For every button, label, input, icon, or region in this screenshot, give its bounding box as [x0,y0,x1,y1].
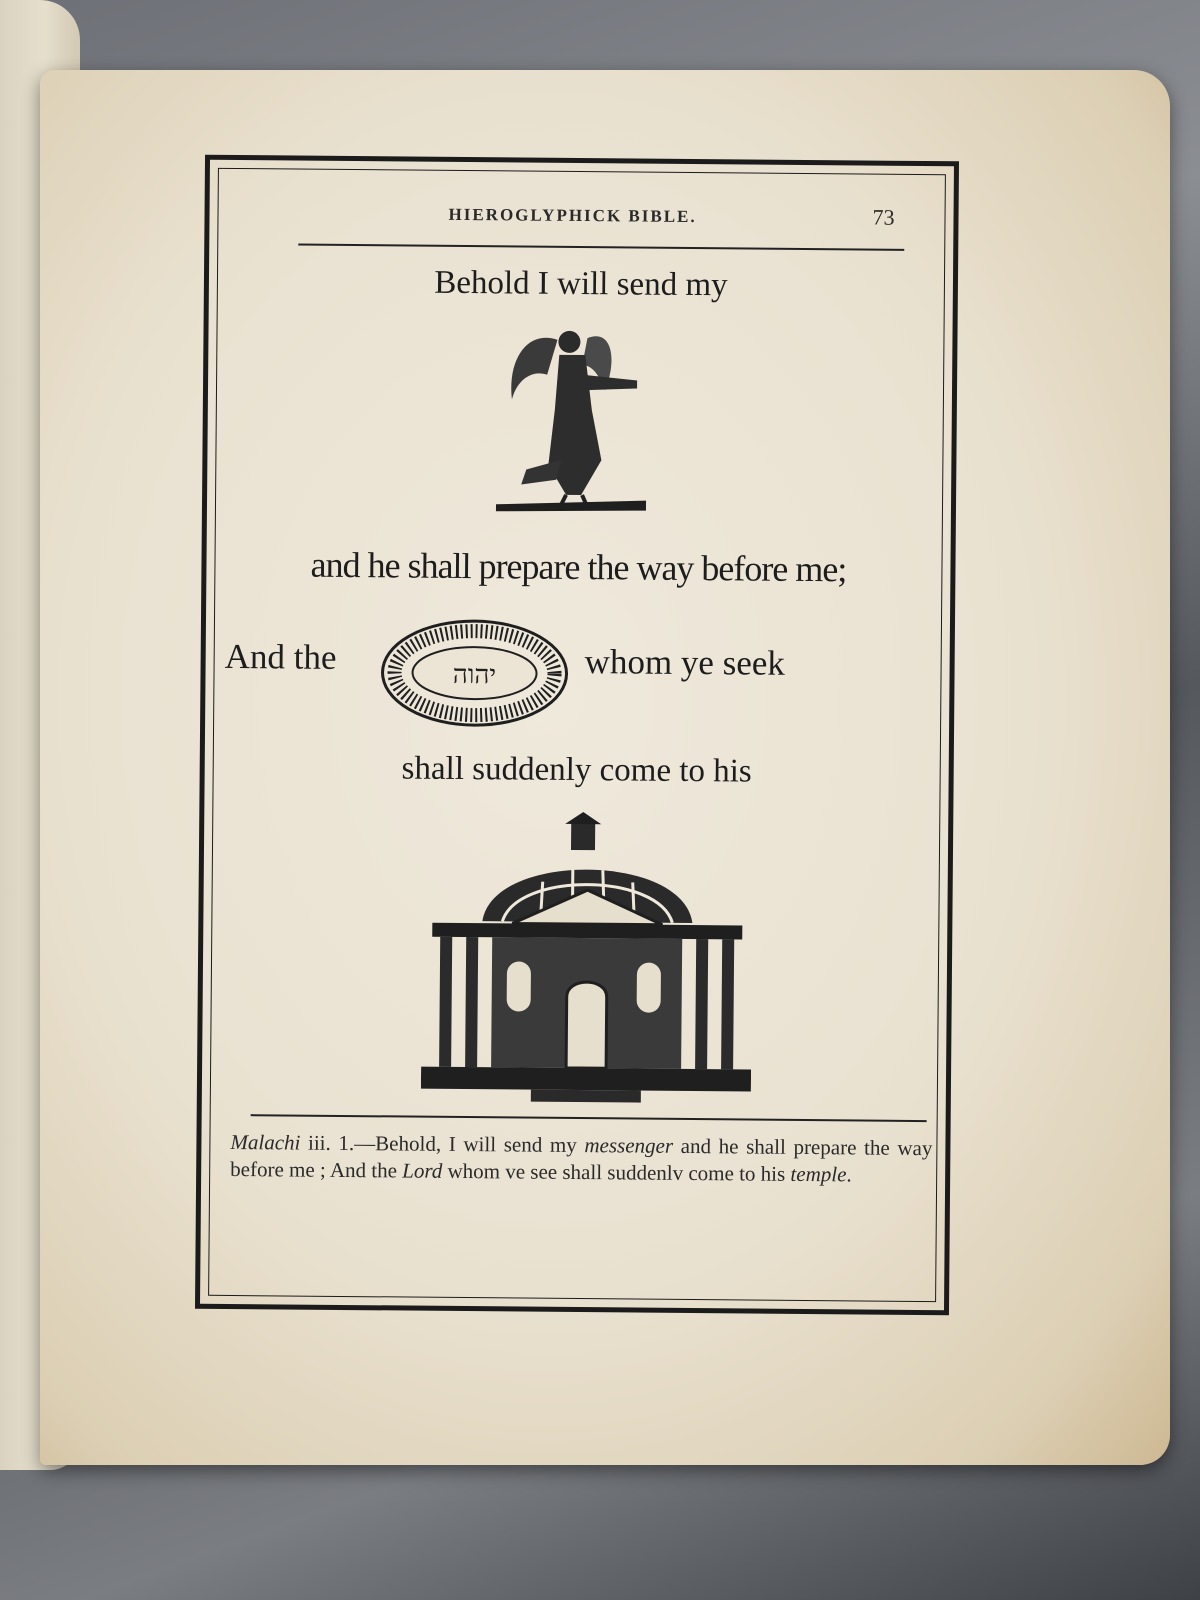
rebus-line-1: Behold I will send my [434,264,728,304]
temple-woodcut-icon [421,811,754,1109]
rebus-line-4: shall suddenly come to his [401,750,752,790]
angel-woodcut-icon [486,319,658,515]
scripture-footnote [230,1129,932,1189]
page-frame-inner [208,168,946,1302]
footnote-rule [251,1114,927,1122]
line3-left-text: And the [224,636,337,677]
page-frame [195,155,959,1316]
footnote-word-temple: temple [790,1161,847,1187]
footnote-part4: . [846,1162,852,1187]
footnote-part1: iii. 1.—Behold, I will send my [300,1130,585,1158]
page-header [298,200,904,251]
footnote-part2: and he shall prepare the way before me ; And the [230,1133,933,1183]
rebus-line-2: and he shall prepare the way before me; [310,544,847,590]
footnote-book-name: Malachi [230,1129,301,1155]
footnote-part3: whom ve see shall suddenlv come to his [442,1158,791,1186]
running-head: HIEROGLYPHICK BIBLE. [448,204,697,227]
glory-sunburst-icon [379,618,570,728]
rebus-line-3 [214,617,941,733]
book-page [40,70,1170,1465]
line3-right-text: whom ye seek [584,642,786,683]
glory-hebrew-text: יהוה [452,659,497,691]
footnote-word-lord: Lord [402,1158,443,1183]
footnote-word-messenger: messenger [584,1133,674,1158]
page-number: 73 [872,204,895,230]
